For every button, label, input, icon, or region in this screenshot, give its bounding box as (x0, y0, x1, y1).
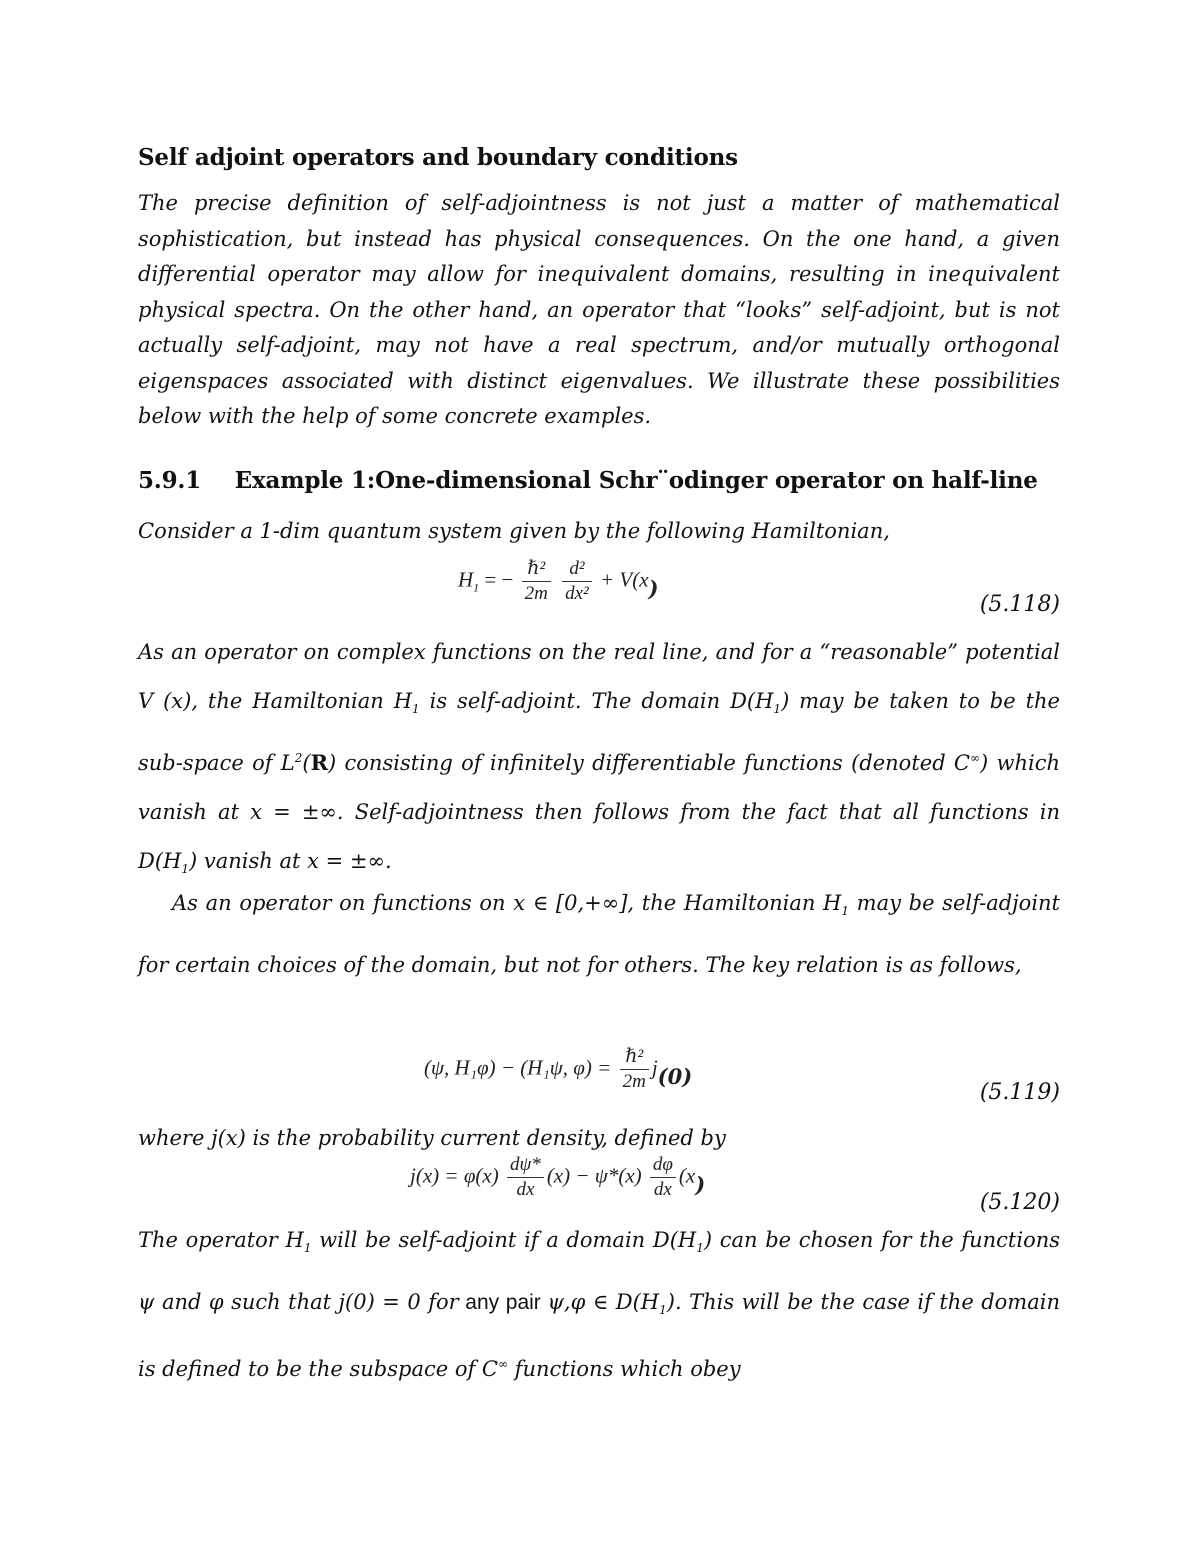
fraction-d2-dx2: $\frac{\text{d²}}{\text{dx²}}$ (562, 558, 592, 605)
fraction-dphi-dx: $\frac{d\varphi}{dx}$ (650, 1154, 676, 1201)
fraction-hbar2-2m: $\frac{\text{ℏ²}}{2m}$ (620, 1046, 649, 1093)
subsection-number: 5.9.1 (138, 467, 202, 494)
subsection-title: Example 1:One-dimensional Schr¨odinger operator on half-line (234, 467, 1038, 494)
fraction-hbar2-2m: $\frac{\text{ℏ²}}{2m}$ (522, 558, 551, 605)
final-paragraph: The operator $H_1$ will be self-adjoint if a domain $D(H_1)$ can be chosen for the functions ψ and φ such that j(0) = 0 for any pair ψ,φ ∈ $D(H_1)$. This will be the case if the domain is defined to be the subspace of C∞ functions which obey (138, 1228, 1061, 1382)
intro-paragraph: The precise definition of self-adjointness is not just a matter of mathematical sophistication, but instead has physical consequences. On the one hand, a given differential operator may allow for inequivalent domains, resulting in inequivalent physical spectra. On the other hand, an operator that “looks” self-adjoint, but is not actually self-adjoint, may not have a real spectrum, and/or mutually orthogonal eigenspaces associated with distinct eigenvalues. We illustrate these possibilities below with the help of some concrete examples. (138, 191, 1060, 428)
section-heading: Self adjoint operators and boundary conditions (138, 144, 738, 171)
subsection-heading (138, 467, 1060, 494)
real-line-paragraph: As an operator on complex functions on the real line, and for a “reasonable” potential V (x), the Hamiltonian $H_1$ is self-adjoint. The domain $D(H_1)$ may be taken to be the sub-space of $L^2(R)$ consisting of infinitely differentiable functions (denoted C∞) which vanish at x = ±∞. Self-adjointness then follows from the fact that all functions in $D(H_1)$ vanish at x = ±∞. (138, 640, 1061, 877)
equation-number-5-120: (5.120) (979, 1190, 1060, 1215)
consider-text: Consider a 1-dim quantum system given by the following Hamiltonian, (138, 519, 890, 543)
equation-5-119: (ψ, H₁φ) − (H₁ψ, φ) = $\frac{\text{ℏ²}}{2m}$ j(0) (424, 1046, 693, 1092)
current-text: where j(x) is the probability current density, defined by (138, 1126, 726, 1150)
halfline-paragraph: As an operator on functions on x ∈ [0,+∞], the Hamiltonian $H_1$ may be self-adjoint for certain choices of the domain, but not for others. The key relation is as follows, (138, 891, 1061, 978)
fraction-dpsi-dx: $\frac{d\psi*}{dx}$ (507, 1154, 544, 1201)
equation-number-5-118: (5.118) (979, 592, 1060, 617)
equation-5-120: j(x) = φ(x) $\frac{d\psi*}{dx}$ (x) − ψ*(x) $\frac{d\varphi}{dx}$ (x) (410, 1154, 706, 1200)
equation-number-5-119: (5.119) (979, 1080, 1060, 1105)
equation-5-118: $H_1$ = − $\frac{\text{ℏ²}}{2m}$ $\frac{\text{d²}}{\text{dx²}}$ + V(x) (458, 558, 659, 604)
